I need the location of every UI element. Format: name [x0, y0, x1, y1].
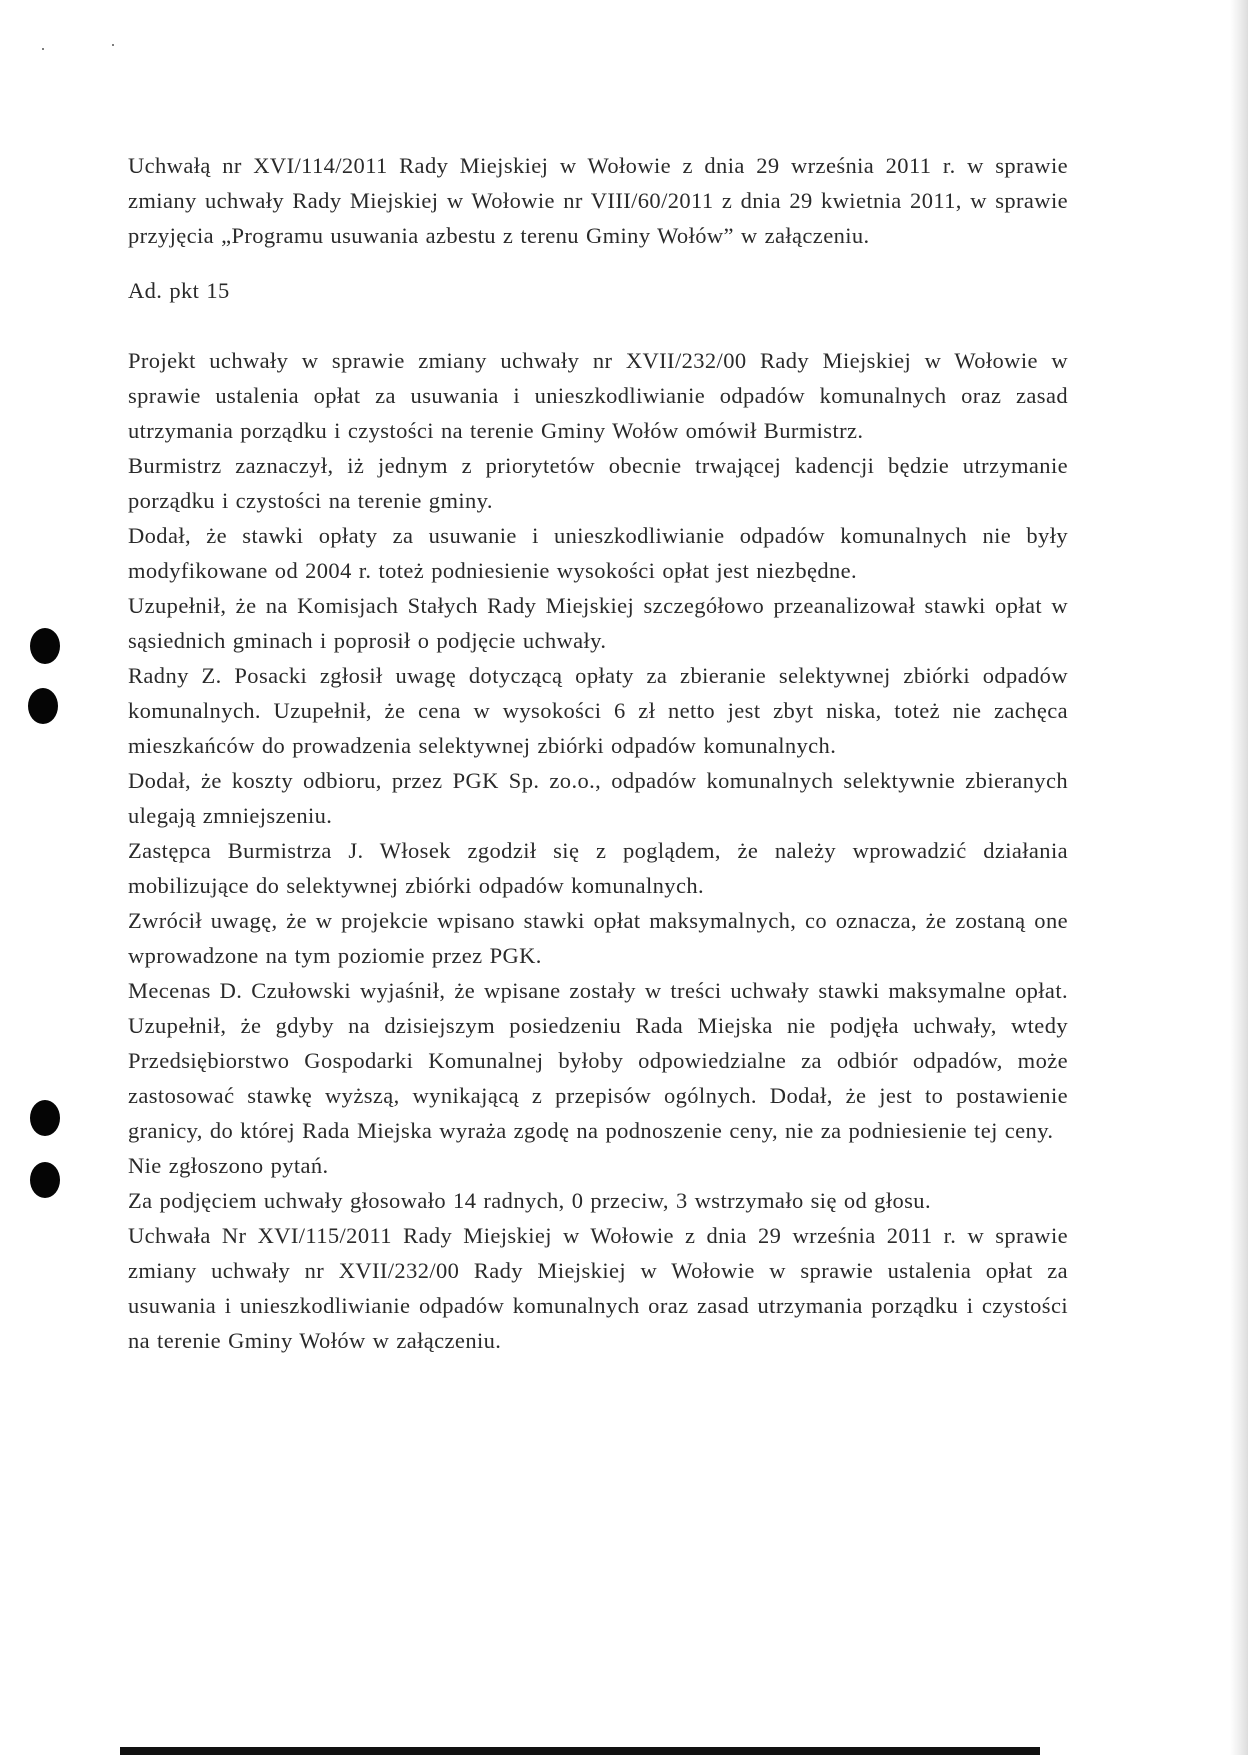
scan-speck — [42, 48, 44, 50]
paragraph: Mecenas D. Czułowski wyjaśnił, że wpisane zostały w treści uchwały stawki maksymalne opłat. Uzupełnił, że gdyby na dzisiejszym posiedzeniu Rada Miejska nie podjęła uchwały, wtedy Przedsiębiorstwo Gospodarki Komunalnej byłoby odpowiedzialne za odbiór odpadów, może zastosować stawkę wyższą, wynikającą z przepisów ogólnych. Dodał, że jest to postawienie granicy, do której Rada Miejska wyraża zgodę na podnoszenie ceny, nie za podniesienie tej ceny. — [128, 978, 1068, 1143]
punch-hole — [28, 688, 58, 724]
punch-hole — [30, 1162, 60, 1198]
paragraph: Za podjęciem uchwały głosowało 14 radnych, 0 przeciw, 3 wstrzymało się od głosu. — [128, 1188, 931, 1213]
paragraph: Zwrócił uwagę, że w projekcie wpisano stawki opłat maksymalnych, co oznacza, że zostaną one wprowadzone na tym poziomie przez PGK. — [128, 908, 1068, 968]
paragraph: Radny Z. Posacki zgłosił uwagę dotyczącą opłaty za zbieranie selektywnej zbiórki odpadów komunalnych. Uzupełnił, że cena w wysokości 6 zł netto jest zbyt niska, toteż nie zachęca mieszkańców do prowadzenia selektywnej zbiórki odpadów komunalnych. — [128, 663, 1068, 758]
scan-edge-shadow — [1230, 0, 1248, 1755]
scan-speck — [112, 44, 114, 46]
paragraph: Projekt uchwały w sprawie zmiany uchwały nr XVII/232/00 Rady Miejskiej w Wołowie w sprawie ustalenia opłat za usuwania i unieszkodliwianie odpadów komunalnych oraz zasad utrzymania porządku i czystości na terenie Gminy Wołów omówił Burmistrz. — [128, 348, 1068, 443]
punch-hole — [30, 1100, 60, 1136]
scan-bottom-edge — [120, 1747, 1040, 1755]
paragraph: Dodał, że stawki opłaty za usuwanie i unieszkodliwianie odpadów komunalnych nie były modyfikowane od 2004 r. toteż podniesienie wysokości opłat jest niezbędne. — [128, 523, 1068, 583]
paragraph: Zastępca Burmistrza J. Włosek zgodził się z poglądem, że należy wprowadzić działania mobilizujące do selektywnej zbiórki odpadów komunalnych. — [128, 838, 1068, 898]
section-heading: Ad. pkt 15 — [128, 278, 230, 303]
paragraph: Uzupełnił, że na Komisjach Stałych Rady Miejskiej szczegółowo przeanalizował stawki opłat w sąsiednich gminach i poprosił o podjęcie uchwały. — [128, 593, 1068, 653]
paragraph: Uchwała Nr XVI/115/2011 Rady Miejskiej w Wołowie z dnia 29 września 2011 r. w sprawie zmiany uchwały nr XVII/232/00 Rady Miejskiej w Wołowie w sprawie ustalenia opłat za usuwania i unieszkodliwianie odpadów komunalnych oraz zasad utrzymania porządku i czystości na terenie Gminy Wołów w załączeniu. — [128, 1223, 1068, 1353]
paragraph: Nie zgłoszono pytań. — [128, 1153, 329, 1178]
punch-hole — [30, 628, 60, 664]
paragraph: Burmistrz zaznaczył, iż jednym z priorytetów obecnie trwającej kadencji będzie utrzymanie porządku i czystości na terenie gminy. — [128, 453, 1068, 513]
document-body — [128, 148, 1068, 1358]
paragraph: Dodał, że koszty odbioru, przez PGK Sp. zo.o., odpadów komunalnych selektywnie zbieranych ulegają zmniejszeniu. — [128, 768, 1068, 828]
intro-paragraph: Uchwałą nr XVI/114/2011 Rady Miejskiej w Wołowie z dnia 29 września 2011 r. w sprawie zmiany uchwały Rady Miejskiej w Wołowie nr VIII/60/2011 z dnia 29 kwietnia 2011, w sprawie przyjęcia „Programu usuwania azbestu z terenu Gminy Wołów” w załączeniu. — [128, 153, 1068, 248]
